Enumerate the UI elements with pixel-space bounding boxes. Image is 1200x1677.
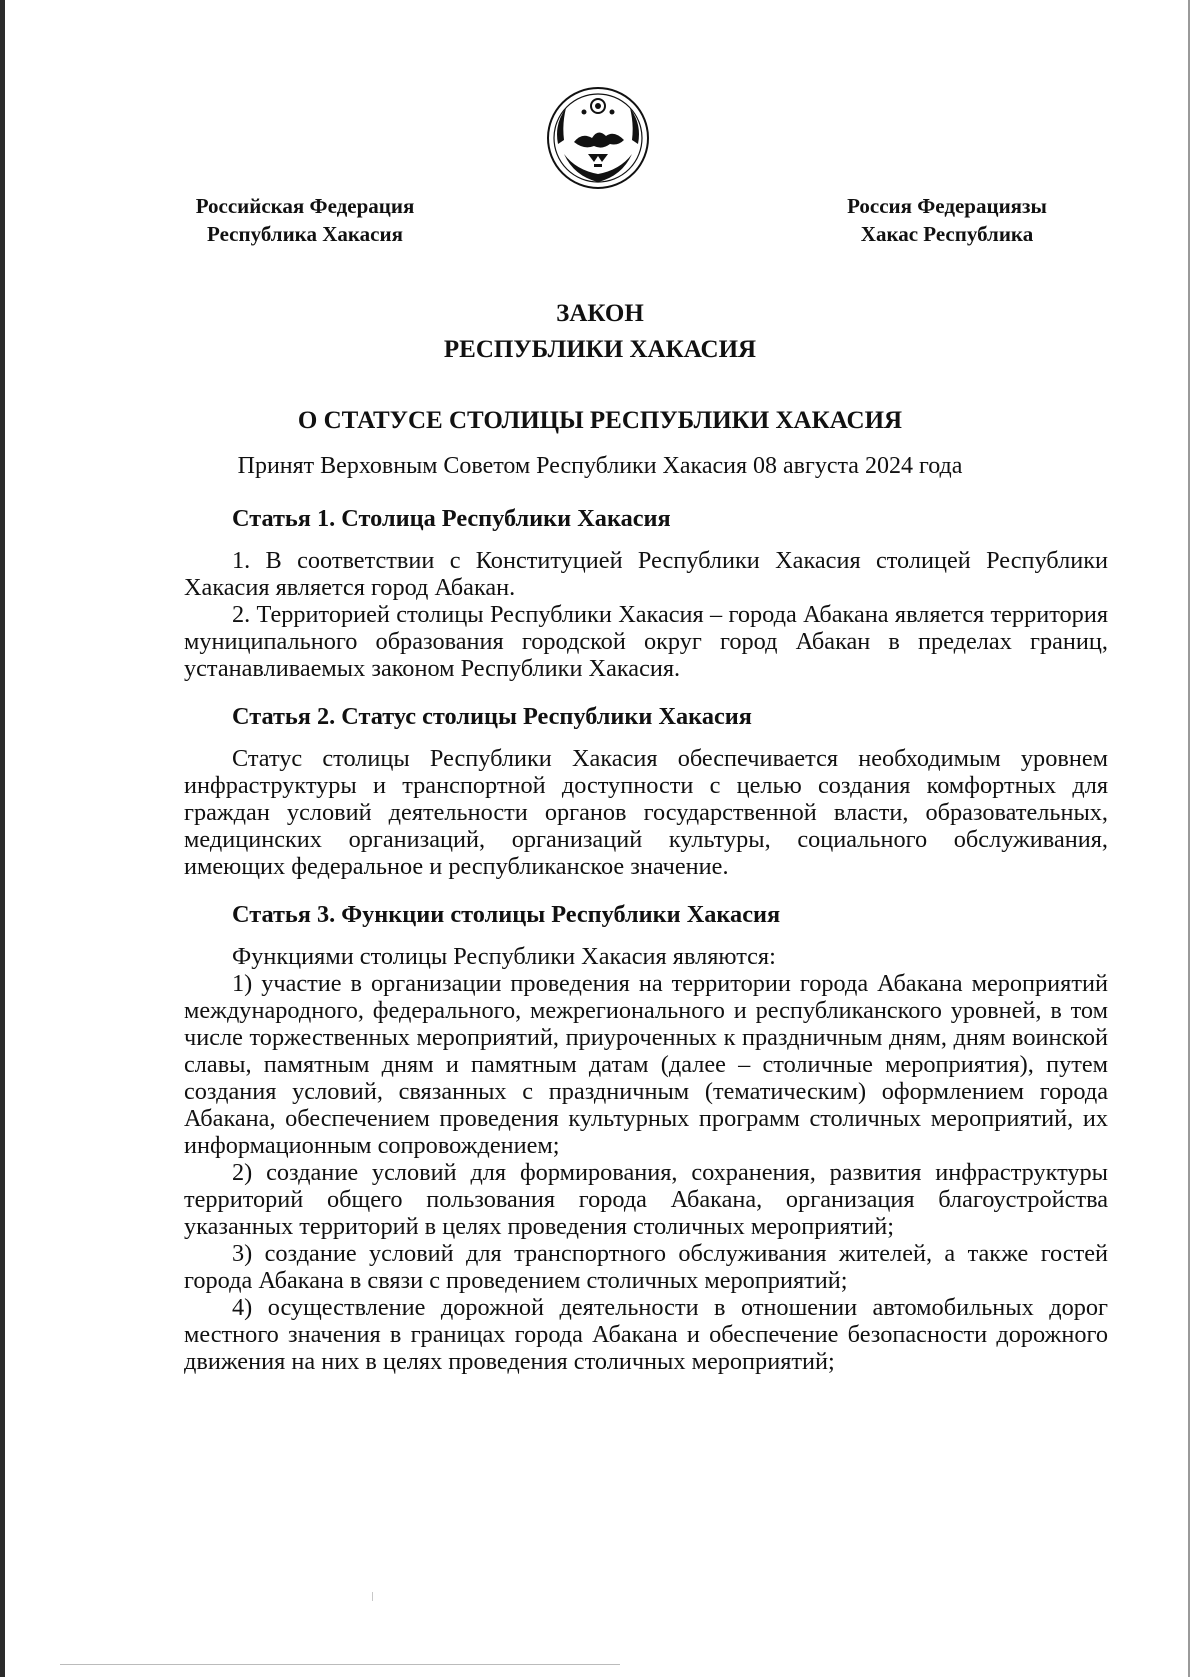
article-3-item: 4) осуществление дорожной деятельности в отношении автомобильных дорог местного значения в границах города Абакана и обеспечение безопасности дорожного движения на них в целях проведения столичных мероприятий; — [184, 1294, 1108, 1375]
article-3-heading: Статья 3. Функции столицы Республики Хакасия — [232, 901, 781, 928]
title-line2: РЕСПУБЛИКИ ХАКАСИЯ — [443, 336, 757, 363]
republic-of-khakassia-coat-of-arms-icon — [544, 84, 652, 192]
adoption-note: Принят Верховным Советом Республики Хакасия 08 августа 2024 года — [237, 453, 963, 479]
title-line1: ЗАКОН — [556, 300, 644, 327]
article-1-paragraph: 2. Территорией столицы Республики Хакасия – города Абакана является территория муниципального образования городской округ город Абакан в пределах границ, устанавливаемых законом Республики Хакасия. — [184, 601, 1108, 682]
header-right — [822, 192, 1072, 248]
article-3-paragraph: Функциями столицы Республики Хакасия являются: — [232, 943, 776, 970]
law-name: О СТАТУСЕ СТОЛИЦЫ РЕСПУБЛИКИ ХАКАСИЯ — [297, 407, 903, 434]
article-1-paragraph: 1. В соответствии с Конституцией Республики Хакасия столицей Республики Хакасия является город Абакан. — [184, 547, 1108, 601]
article-3-item: 1) участие в организации проведения на территории города Абакана мероприятий международного, федерального, межрегионального и республиканского уровней, в том числе торжественных мероприятий, приуроченных к праздничным дням, дням воинской славы, памятным дням и памятным датам (далее – столичные мероприятия), путем создания условий, связанных с праздничным (тематическим) оформлением города Абакана, обеспечением проведения культурных программ столичных мероприятий, их информационным сопровождением; — [184, 970, 1108, 1159]
article-3-item: 2) создание условий для формирования, сохранения, развития инфраструктуры территорий общего пользования города Абакана, организация благоустройства указанных территорий в целях проведения столичных мероприятий; — [184, 1159, 1108, 1240]
document-title — [0, 296, 1200, 368]
scan-speck — [372, 1592, 373, 1601]
article-2-paragraph: Статус столицы Республики Хакасия обеспечивается необходимым уровнем инфраструктуры и транспортной доступности с целью создания комфортных для граждан условий деятельности органов государственной власти, образовательных, медицинских организаций, организаций культуры, социального обслуживания, имеющих федеральное и республиканское значение. — [184, 745, 1108, 880]
header-left — [160, 192, 450, 248]
header-left-line1: Российская Федерация — [195, 194, 415, 218]
header-right-line1: Россия Федерациязы — [847, 194, 1047, 218]
header-right-line2: Хакас Республика — [860, 222, 1034, 246]
article-3-item: 3) создание условий для транспортного обслуживания жителей, а также гостей города Абакана в связи с проведением столичных мероприятий; — [184, 1240, 1108, 1294]
article-2-heading: Статья 2. Статус столицы Республики Хакасия — [232, 703, 752, 730]
article-1-heading: Статья 1. Столица Республики Хакасия — [232, 505, 671, 532]
header-left-line2: Республика Хакасия — [207, 222, 403, 246]
scan-left-border — [0, 0, 5, 1677]
document-body — [184, 505, 1108, 1375]
scan-right-border — [1188, 0, 1190, 1677]
scan-bottom-line — [60, 1664, 620, 1665]
